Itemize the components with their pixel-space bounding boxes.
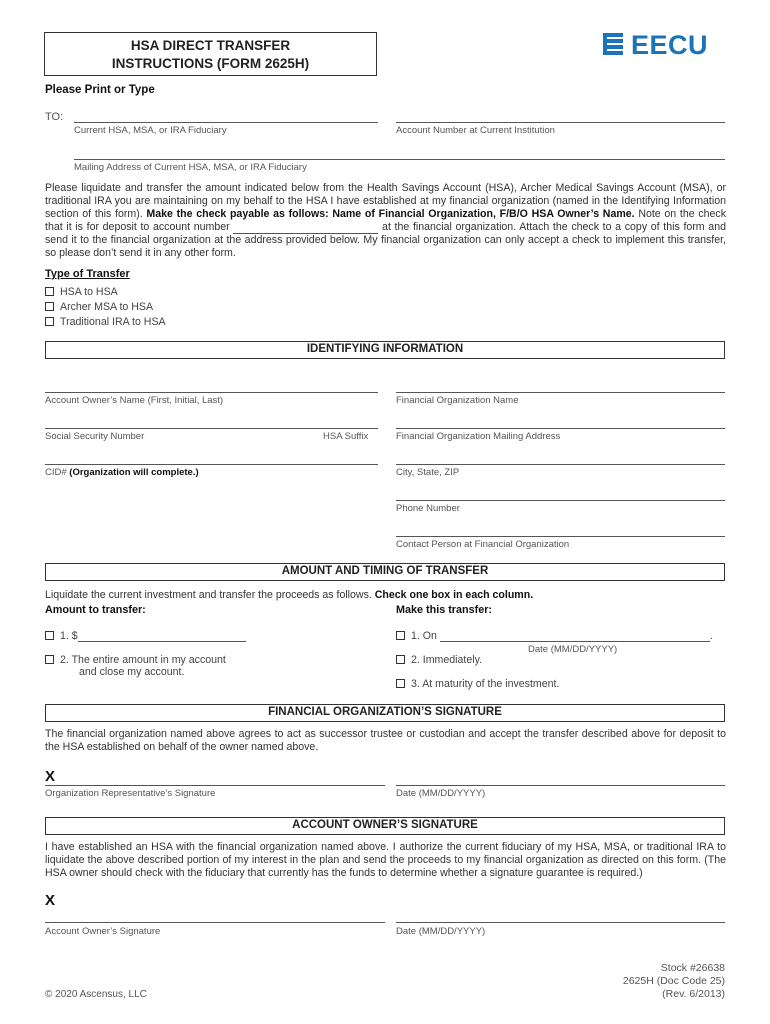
timing-option-2[interactable]: [396, 654, 482, 666]
phone-line[interactable]: [396, 500, 725, 501]
timing-option-1[interactable]: [396, 630, 713, 642]
amount-option-2-line2: and close my account.: [79, 666, 185, 678]
ssn-line[interactable]: [45, 428, 378, 429]
cid-line[interactable]: [45, 464, 378, 465]
form-title: [44, 32, 377, 76]
owner-sig-label: Account Owner’s Signature: [45, 926, 161, 937]
checkbox[interactable]: [396, 631, 405, 640]
instructions-p2-end: at the financial organization. Attach the check to a copy of this form and send it to the financial organization at the address provided below. My financial organization can only accept a check to implement this transfer, so please don’t send it in any other form.: [45, 221, 726, 259]
account-number-line[interactable]: [396, 122, 725, 123]
amount-option-1[interactable]: [45, 630, 246, 642]
to-label: TO:: [45, 111, 64, 123]
city-line[interactable]: [396, 464, 725, 465]
doc-codes: [623, 962, 725, 1001]
fin-sig-heading: FINANCIAL ORGANIZATION’S SIGNATURE: [45, 704, 725, 722]
ssn-label: Social Security Number: [45, 431, 145, 442]
transfer-option-msa[interactable]: [45, 301, 153, 313]
eecu-logo: [603, 30, 708, 60]
checkbox[interactable]: [45, 317, 54, 326]
fin-sig-date-label: Date (MM/DD/YYYY): [396, 788, 486, 799]
eecu-logo-icon: [603, 32, 625, 58]
copyright: © 2020 Ascensus, LLC: [45, 989, 147, 1000]
org-address-line[interactable]: [396, 428, 725, 429]
timing-option-3[interactable]: [396, 678, 559, 690]
cid-note: (Organization will complete.): [69, 467, 199, 478]
checkbox[interactable]: [45, 287, 54, 296]
deposit-account-line[interactable]: [233, 222, 378, 234]
timing-date-label: Date (MM/DD/YYYY): [528, 644, 618, 655]
cid-label: [45, 467, 199, 478]
owner-name-label: Account Owner’s Name (First, Initial, Last): [45, 395, 224, 406]
owner-sig-date-line[interactable]: [396, 922, 725, 923]
date-line[interactable]: [440, 630, 710, 642]
option-label: HSA to HSA: [60, 286, 118, 298]
owner-sig-date-label: Date (MM/DD/YYYY): [396, 926, 486, 937]
timing-option-1-label: 1. On: [411, 630, 437, 642]
fiduciary-label: Current HSA, MSA, or IRA Fiduciary: [74, 125, 227, 136]
instructions-paragraph: [45, 182, 726, 260]
amount-line[interactable]: [78, 630, 246, 642]
cid-text: CID#: [45, 467, 67, 478]
contact-line[interactable]: [396, 536, 725, 537]
timing-option-2-label: 2. Immediately.: [411, 654, 483, 666]
option-label: Traditional IRA to HSA: [60, 316, 166, 328]
amount-intro: [45, 589, 533, 602]
transfer-type-heading: Type of Transfer: [45, 268, 130, 280]
amount-option-1-label: 1. $: [60, 630, 78, 642]
doc-code: 2625H (Doc Code 25): [622, 975, 725, 987]
city-label: City, State, ZIP: [396, 467, 460, 478]
org-name-line[interactable]: [396, 392, 725, 393]
identifying-heading: IDENTIFYING INFORMATION: [45, 341, 725, 359]
account-number-label: Account Number at Current Institution: [396, 125, 555, 136]
amount-heading: AMOUNT AND TIMING OF TRANSFER: [45, 563, 725, 581]
checkbox[interactable]: [45, 655, 54, 664]
revision: (Rev. 6/2013): [662, 988, 725, 1000]
amount-option-2[interactable]: [45, 654, 226, 666]
fiduciary-line[interactable]: [74, 122, 378, 123]
transfer-option-hsa[interactable]: [45, 286, 118, 298]
title-line-1: HSA DIRECT TRANSFER: [130, 38, 291, 53]
owner-sig-text: I have established an HSA with the financial organization named above. I authorize the current fiduciary of my HSA, MSA, or traditional IRA to liquidate the above described portion of my interest in the plan and send the proceeds to my financial organization as directed on this form. (The HSA owner should check with the fiduciary that currently has the funds to determine whether a signature guarantee is required.): [45, 841, 726, 879]
amount-intro-text: Liquidate the current investment and transfer the proceeds as follows.: [45, 589, 372, 601]
checkbox[interactable]: [45, 631, 54, 640]
stock-number: Stock #26638: [660, 962, 725, 974]
transfer-option-ira[interactable]: [45, 316, 166, 328]
checkbox[interactable]: [396, 679, 405, 688]
checkbox[interactable]: [396, 655, 405, 664]
fin-sig-text: The financial organization named above agrees to act as successor trustee or custodian and accept the transfer described above for deposit to the HSA established on behalf of the owner named above.: [45, 728, 726, 753]
amount-option-2-line1: 2. The entire amount in my account: [60, 654, 226, 666]
contact-label: Contact Person at Financial Organization: [396, 539, 570, 550]
timing-period: .: [709, 630, 713, 642]
org-name-label: Financial Organization Name: [396, 395, 519, 406]
amount-intro-bold: Check one box in each column.: [374, 589, 534, 601]
checkbox[interactable]: [45, 302, 54, 311]
owner-sig-line[interactable]: [45, 922, 385, 923]
owner-name-line[interactable]: [45, 392, 378, 393]
owner-sig-x: X: [45, 892, 56, 909]
mailing-address-label: Mailing Address of Current HSA, MSA, or IRA Fiduciary: [74, 162, 307, 173]
title-line-2: INSTRUCTIONS (FORM 2625H): [111, 56, 310, 71]
mailing-address-line[interactable]: [74, 159, 725, 160]
amount-to-transfer-heading: Amount to transfer:: [45, 604, 146, 616]
logo-text: EECU: [631, 30, 709, 60]
owner-sig-heading: ACCOUNT OWNER’S SIGNATURE: [45, 817, 725, 835]
phone-label: Phone Number: [396, 503, 460, 514]
print-note: Please Print or Type: [45, 84, 155, 96]
instructions-p2-start: Note on the check that it is for deposit to account number: [45, 208, 727, 233]
org-address-label: Financial Organization Mailing Address: [396, 431, 561, 442]
instructions-p1-bold: Make the check payable as follows: Name of Financial Organization, F/B/O HSA Owner’s Name.: [146, 208, 635, 220]
fin-sig-line[interactable]: [45, 785, 385, 786]
timing-option-3-label: 3. At maturity of the investment.: [411, 678, 560, 690]
fin-sig-label: Organization Representative’s Signature: [45, 788, 216, 799]
instructions-p1: Please liquidate and transfer the amount indicated below from the Health Savings Account (HSA), Archer Medical Savings Account (MSA), or traditional IRA you are maintaining on my behalf to the HSA I have established at my financial organization (named in the Identifying Information section of this form).: [45, 182, 726, 220]
option-label: Archer MSA to HSA: [60, 301, 154, 313]
fin-sig-date-line[interactable]: [396, 785, 725, 786]
fin-sig-x: X: [45, 768, 56, 785]
hsa-suffix-label: HSA Suffix: [323, 431, 369, 442]
make-transfer-heading: Make this transfer:: [396, 604, 493, 616]
